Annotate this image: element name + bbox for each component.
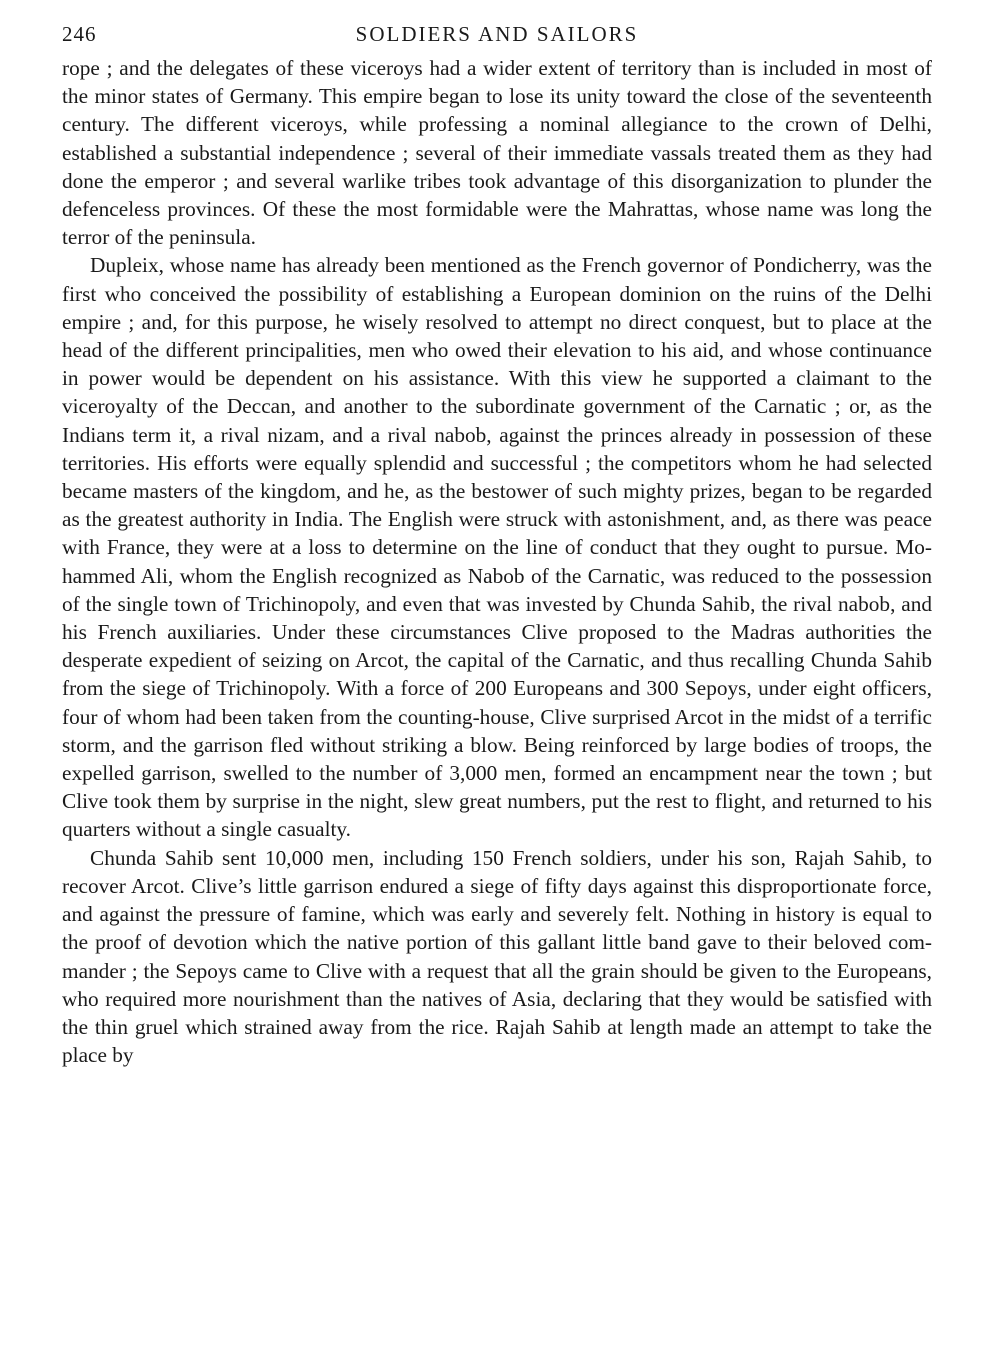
paragraph-dupleix: Dupleix, whose name has already been mentioned as the French governor of Pondicherry, was the first who conceived the possibility of establishing a European dominion on the ruins of the Delhi empire ; and, for this purpose, he wisely resolved to attempt no direct conquest, but to place at the head of the different principalities, men who owed their elevation to his aid, and whose continuance in power would be dependent on his assistance. With this view he supported a claimant to the viceroyalty of the Deccan, and another to the subordinate government of the Carnatic ; or, as the Indians term it, a rival nizam, and a rival nabob, against the princes already in possession of these territories. His efforts were equally splendid and successful ; the competitors whom he had selected became masters of the kingdom, and he, as the bestower of such mighty prizes, began to be regarded as the greatest authority in India. The English were struck with astonishment, and, as there was peace with France, they were at a loss to determine on the line of conduct that they ought to pursue. Mohammed Ali, whom the English recognized as Nabob of the Carnatic, was reduced to the possession of the single town of Trichinopoly, and even that was invested by Chunda Sahib, the rival nabob, and his French auxiliaries. Under these circumstances Clive proposed to the Madras authorities the desperate expedient of seizing on Arcot, the capital of the Carnatic, and thus recalling Chunda Sahib from the siege of Trichinopoly. With a force of 200 Europeans and 300 Sepoys, under eight officers, four of whom had been taken from the counting-house, Clive surprised Arcot in the midst of a terrific storm, and the garrison fled without striking a blow. Being reinforced by large bodies of troops, the expelled garrison, swelled to the number of 3,000 men, formed an encampment near the town ; but Clive took them by surprise in the night, slew great numbers, put the rest to flight, and returned to his quarters without a single casualty.: [62, 253, 932, 842]
paragraph-chunda-sahib: Chunda Sahib sent 10,000 men, including 150 French soldiers, under his son, Rajah Sahib, to recover Arcot. Clive’s little garrison endured a siege of fifty days against this disproportionate force, and against the pressure of famine, which was early and severely felt. Nothing in history is equal to the proof of devotion which the native portion of this gallant little band gave to their beloved commander ; the Sepoys came to Clive with a request that all the grain should be given to the Europeans, who required more nourishment than the natives of Asia, declaring that they would be satisfied with the thin gruel which strained away from the rice. Rajah Sahib at length made an attempt to take the place by: [62, 845, 932, 1068]
running-title: SOLDIERS AND SAILORS: [355, 22, 639, 46]
running-head: [62, 20, 932, 54]
paragraph-mahrattas: rope ; and the delegates of these viceroys had a wider extent of territory than is included in most of the minor states of Germany. This empire began to lose its unity toward the close of the seventeenth century. The different viceroys, while professing a nominal allegiance to the crown of Delhi, established a substantial independence ; several of their immediate vassals treated them as they had done the emperor ; and several warlike tribes took advantage of this disorganization to plunder the defenceless provinces. Of these the most formidable were the Mahrattas, whose name was long the terror of the peninsula.: [62, 56, 932, 250]
body-text: [62, 54, 932, 1069]
page-number: 246: [62, 22, 97, 46]
book-page: [62, 20, 932, 1069]
